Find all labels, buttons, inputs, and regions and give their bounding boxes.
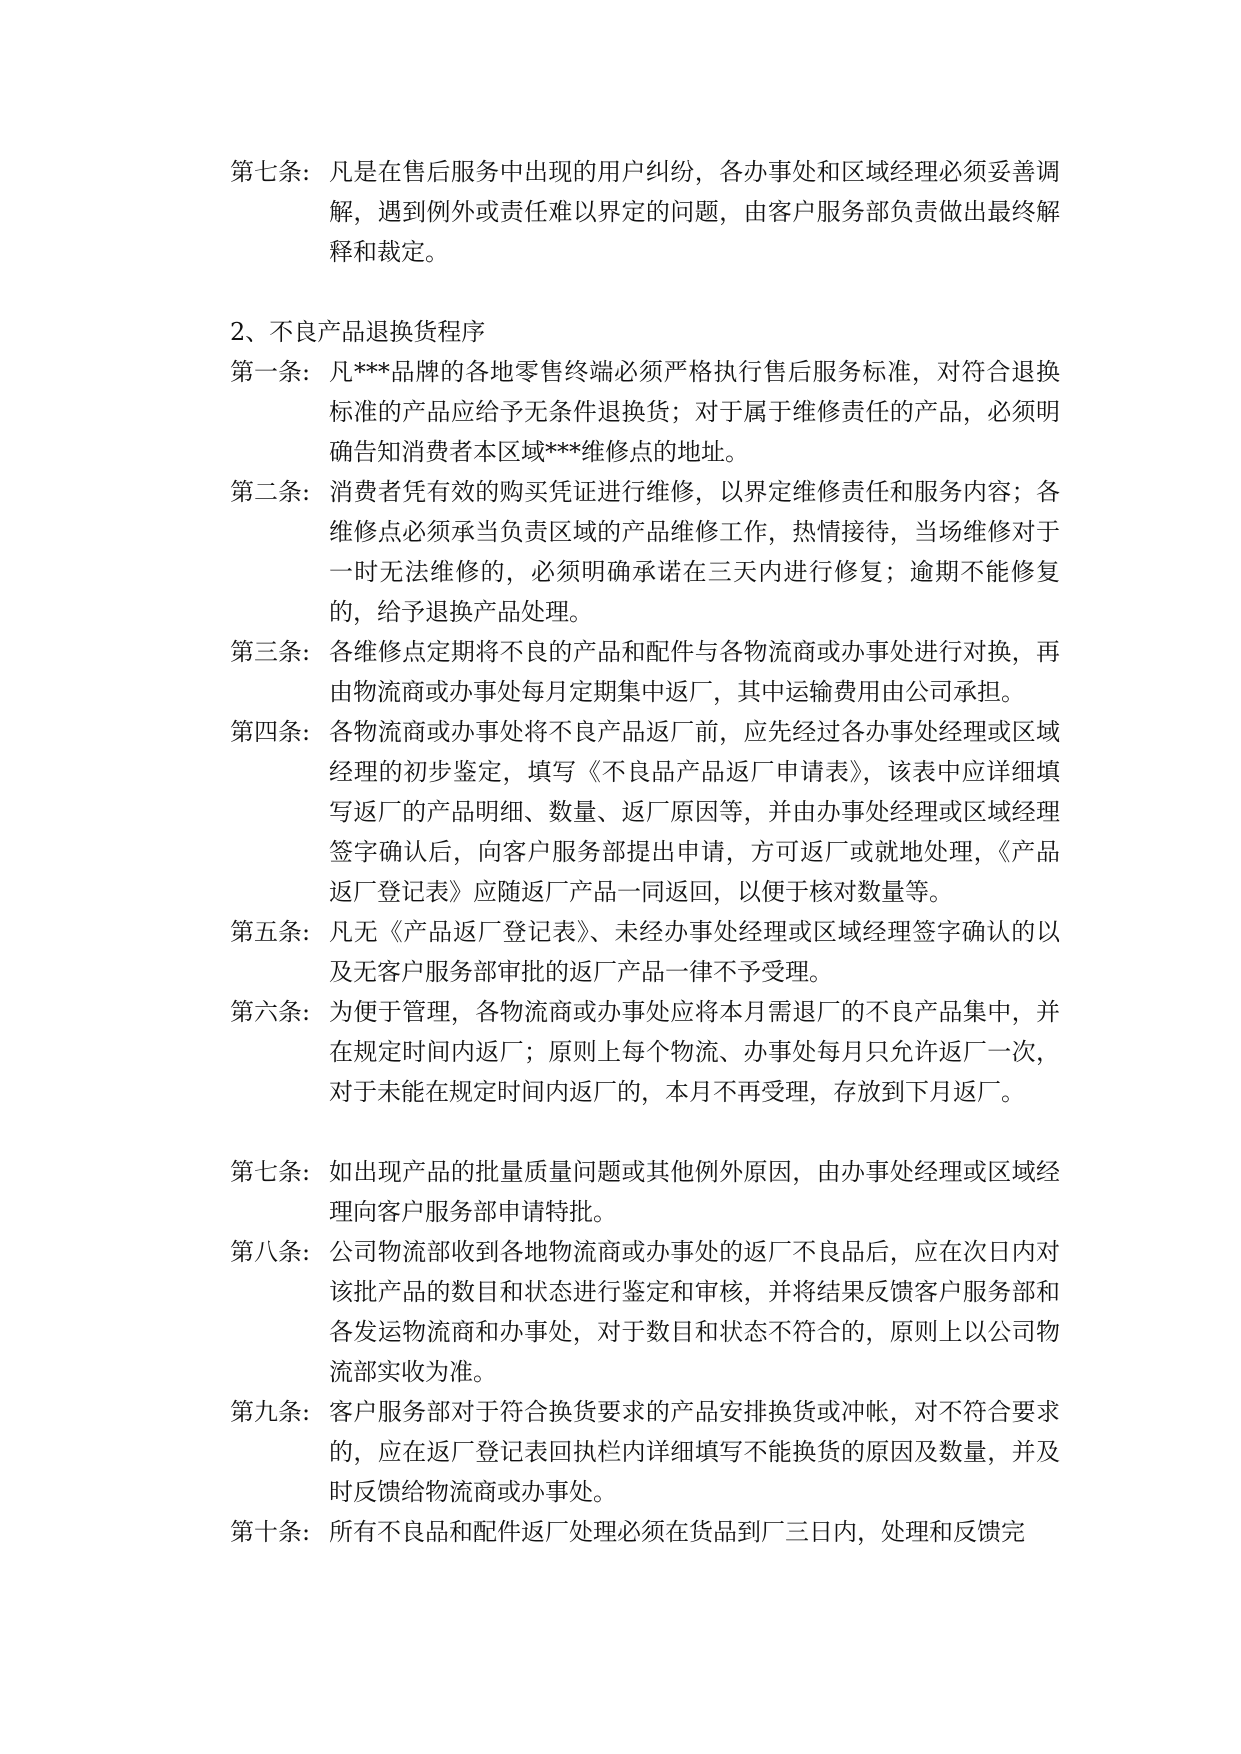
clause-text: 如出现产品的批量质量问题或其他例外原因，由办事处经理或区域经理向客户服务部申请特批。 bbox=[329, 1158, 1060, 1226]
clause-8 bbox=[230, 1232, 1060, 1392]
clause-text: 各维修点定期将不良的产品和配件与各物流商或办事处进行对换，再由物流商或办事处每月定期集中返厂，其中运输费用由公司承担。 bbox=[329, 638, 1060, 706]
clause-label: 第十条: bbox=[230, 1518, 311, 1546]
clause-text: 为便于管理，各物流商或办事处应将本月需退厂的不良产品集中，并在规定时间内返厂；原则上每个物流、办事处每月只允许返厂一次，对于未能在规定时间内返厂的，本月不再受理，存放到下月返厂。 bbox=[329, 998, 1060, 1106]
clause-1 bbox=[230, 352, 1060, 472]
clause-text: 所有不良品和配件返厂处理必须在货品到厂三日内，处理和反馈完 bbox=[329, 1518, 1025, 1546]
clause-seventh-intro bbox=[230, 152, 1060, 272]
clause-text: 客户服务部对于符合换货要求的产品安排换货或冲帐，对不符合要求的，应在返厂登记表回执栏内详细填写不能换货的原因及数量，并及时反馈给物流商或办事处。 bbox=[329, 1398, 1060, 1506]
clause-10 bbox=[230, 1512, 1060, 1552]
clause-label: 第八条: bbox=[230, 1238, 311, 1266]
clause-2 bbox=[230, 472, 1060, 632]
clause-text: 凡无《产品返厂登记表》、未经办事处经理或区域经理签字确认的以及无客户服务部审批的返厂产品一律不予受理。 bbox=[329, 918, 1060, 986]
clause-5 bbox=[230, 912, 1060, 992]
clause-label: 第七条: bbox=[230, 1158, 311, 1186]
clause-label: 第五条: bbox=[230, 918, 311, 946]
clause-9 bbox=[230, 1392, 1060, 1512]
clause-7 bbox=[230, 1152, 1060, 1232]
clause-label: 第六条: bbox=[230, 998, 311, 1026]
clause-text: 消费者凭有效的购买凭证进行维修，以界定维修责任和服务内容；各维修点必须承当负责区域的产品维修工作，热情接待，当场维修对于一时无法维修的，必须明确承诺在三天内进行修复；逾期不能修复的，给予退换产品处理。 bbox=[329, 478, 1060, 626]
clause-3 bbox=[230, 632, 1060, 712]
clause-label: 第三条: bbox=[230, 638, 311, 666]
clause-text: 公司物流部收到各地物流商或办事处的返厂不良品后，应在次日内对该批产品的数目和状态进行鉴定和审核，并将结果反馈客户服务部和各发运物流商和办事处，对于数目和状态不符合的，原则上以公司物流部实收为准。 bbox=[329, 1238, 1060, 1386]
clause-text: 凡***品牌的各地零售终端必须严格执行售后服务标准，对符合退换标准的产品应给予无条件退换货；对于属于维修责任的产品，必须明确告知消费者本区域***维修点的地址。 bbox=[329, 358, 1060, 466]
section-heading: 2、不良产品退换货程序 bbox=[230, 318, 486, 346]
clause-label: 第九条: bbox=[230, 1398, 311, 1426]
clause-6 bbox=[230, 992, 1060, 1112]
clause-text: 凡是在售后服务中出现的用户纠纷，各办事处和区域经理必须妥善调解，遇到例外或责任难以界定的问题，由客户服务部负责做出最终解释和裁定。 bbox=[329, 158, 1060, 266]
clause-label: 第七条: bbox=[230, 158, 311, 186]
clause-label: 第四条: bbox=[230, 718, 311, 746]
clause-label: 第二条: bbox=[230, 478, 311, 506]
clause-text: 各物流商或办事处将不良产品返厂前，应先经过各办事处经理或区域经理的初步鉴定，填写《不良品产品返厂申请表》，该表中应详细填写返厂的产品明细、数量、返厂原因等，并由办事处经理或区域经理签字确认后，向客户服务部提出申请，方可返厂或就地处理，《产品返厂登记表》应随返厂产品一同返回，以便于核对数量等。 bbox=[329, 718, 1060, 906]
clause-4 bbox=[230, 712, 1060, 912]
clause-label: 第一条: bbox=[230, 358, 311, 386]
